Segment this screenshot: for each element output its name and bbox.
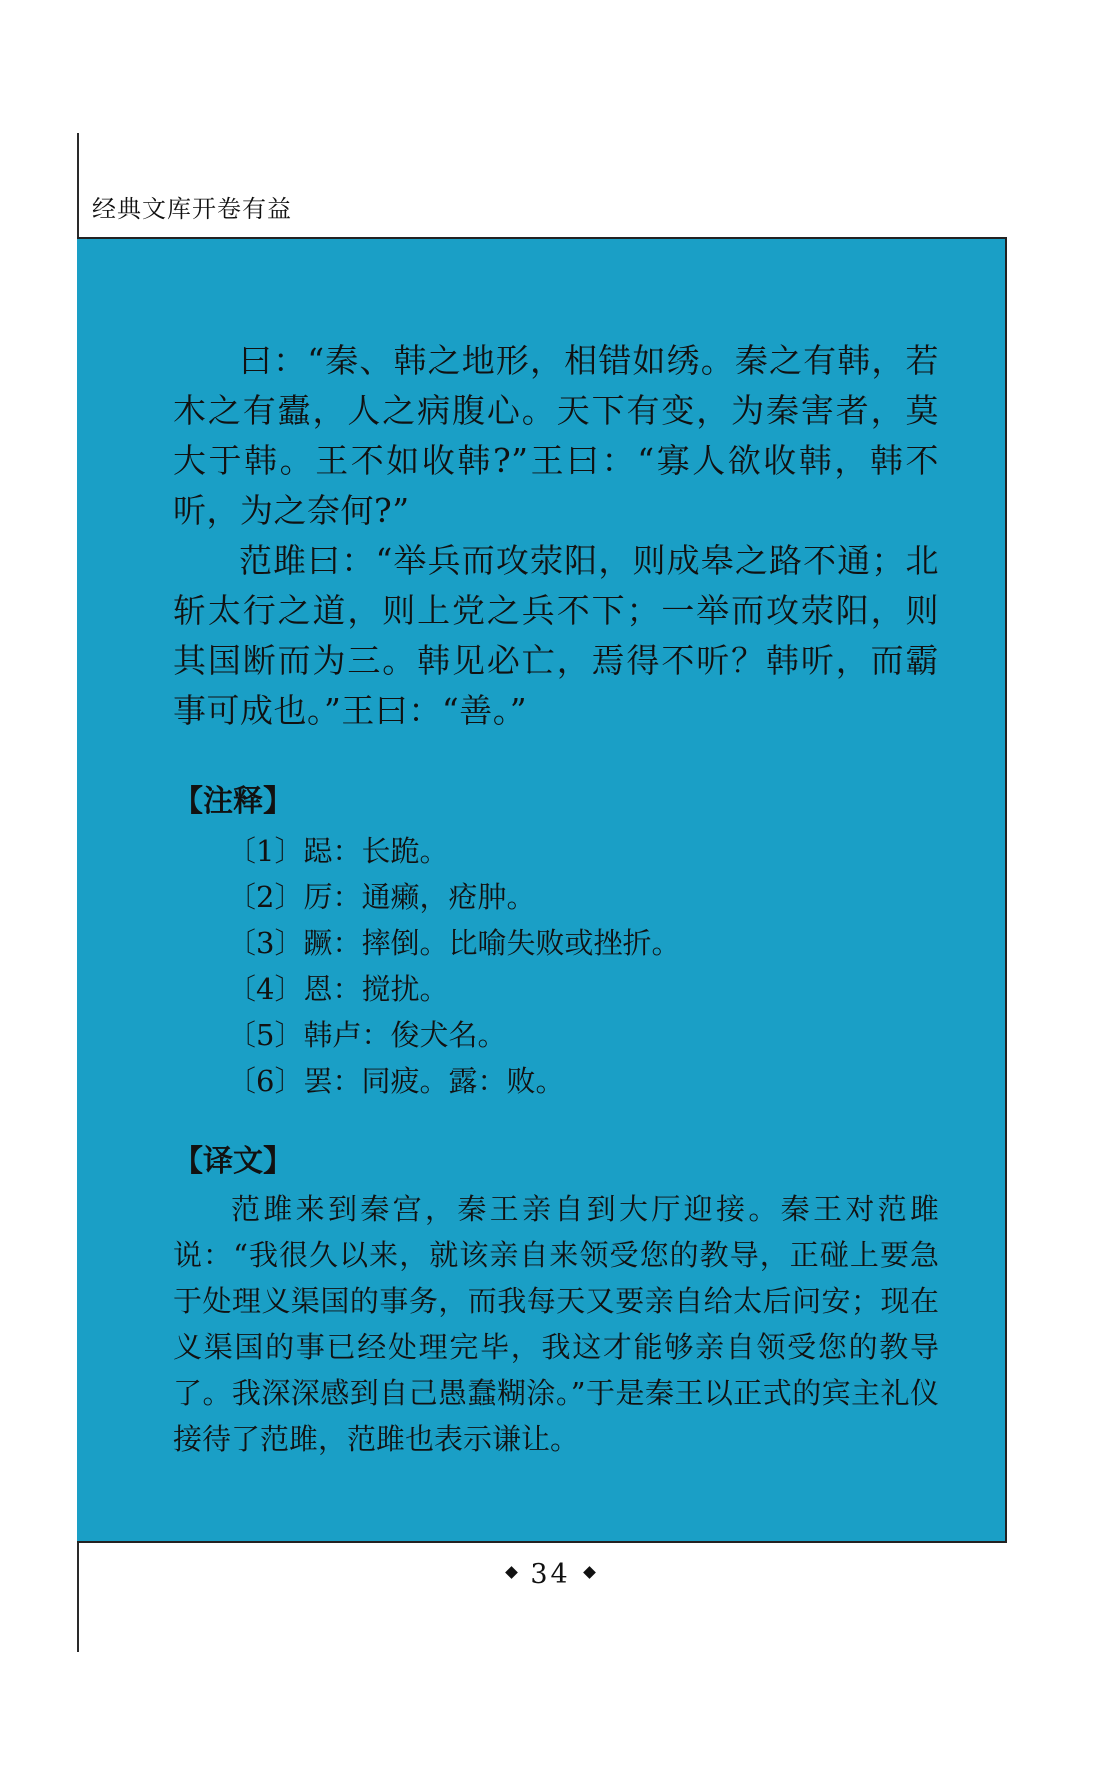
diamond-icon: [505, 1566, 518, 1579]
note-item: 〔5〕韩卢：俊犬名。: [227, 1018, 507, 1052]
translation-heading: 【译文】: [173, 1144, 293, 1179]
translation-paragraph: 范雎来到秦宫，秦王亲自到大厅迎接。秦王对范雎说：“我很久以来，就该亲自来领受您的教导，正碰上要急于处理义渠国的事务，而我每天又要亲自给太后问安；现在义渠国的事已经处理完毕，我这才能够亲自领受您的教导了。我深深感到自己愚蠢糊涂。”于是秦王以正式的宾主礼仪接待了范雎，范雎也表示谦让。: [173, 1192, 939, 1456]
page-content: [173, 336, 939, 1462]
diamond-icon: [583, 1566, 596, 1579]
notes-list: [173, 828, 939, 1104]
running-header: 经典文库开卷有益: [92, 195, 292, 223]
note-item: 〔2〕厉：通癞，疮肿。: [227, 880, 536, 914]
body-paragraph: 曰：“秦、韩之地形，相错如绣。秦之有韩，若木之有蠹，人之病腹心。天下有变，为秦害者，莫大于韩。王不如收韩?”王曰：“寡人欲收韩，韩不听，为之奈何?”: [173, 341, 939, 530]
page-number: 34: [530, 1559, 571, 1590]
note-item: 〔1〕跽：长跪。: [227, 834, 449, 868]
notes-heading: 【注释】: [173, 784, 293, 819]
note-item: 〔6〕罢：同疲。露：败。: [227, 1064, 565, 1098]
body-paragraph: 范雎曰：“举兵而攻荥阳，则成皋之路不通；北斩太行之道，则上党之兵不下；一举而攻荥阳，则其国断而为三。韩见必亡，焉得不听？韩听，而霸事可成也。”王曰：“善。”: [173, 541, 939, 730]
note-item: 〔3〕蹶：摔倒。比喻失败或挫折。: [227, 926, 681, 960]
note-item: 〔4〕恩：搅扰。: [227, 972, 449, 1006]
page-footer: [0, 1557, 1101, 1593]
